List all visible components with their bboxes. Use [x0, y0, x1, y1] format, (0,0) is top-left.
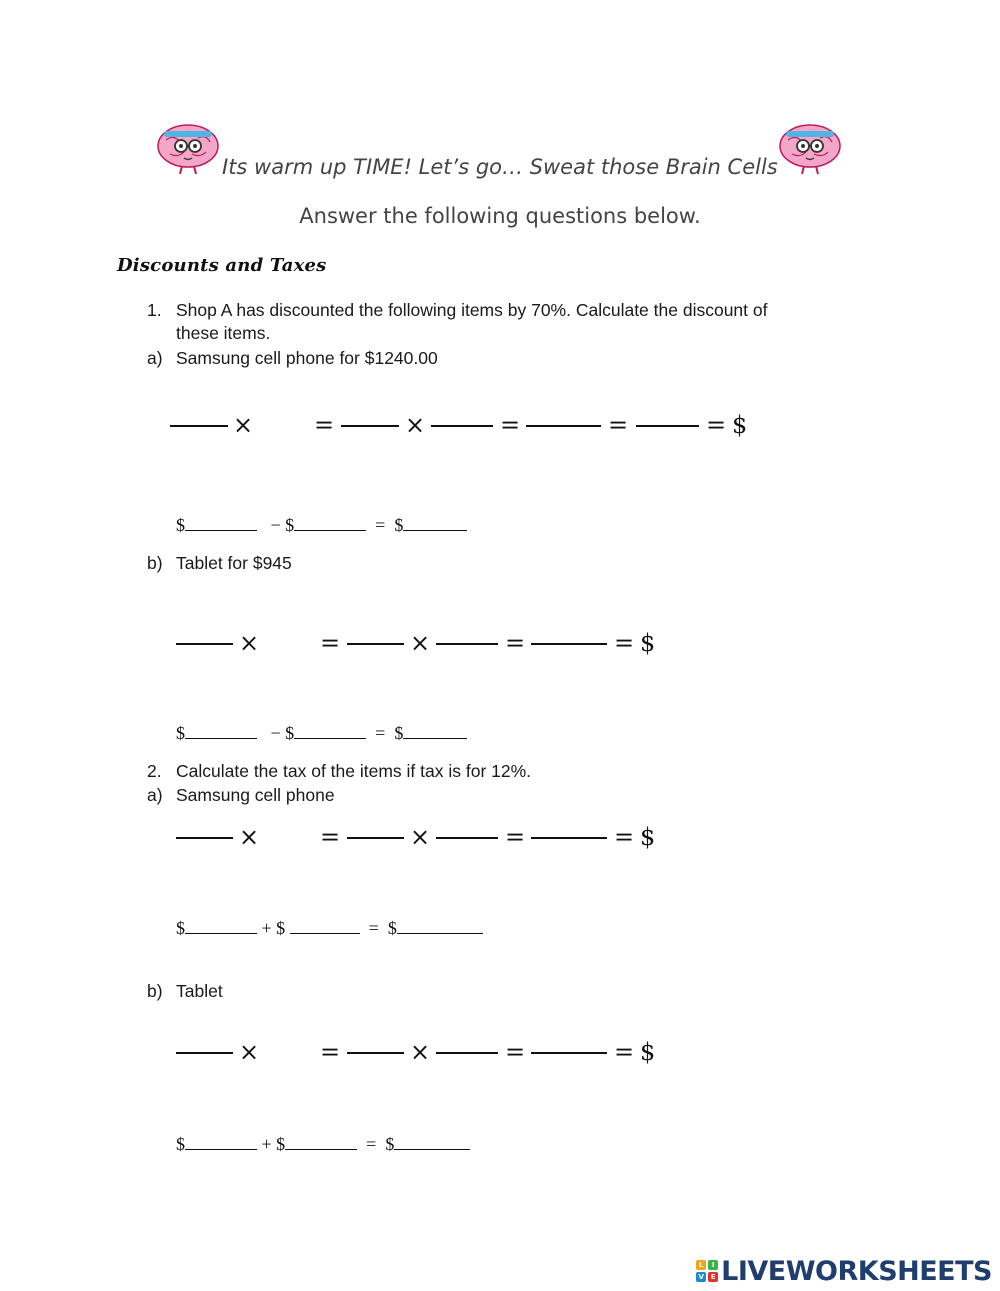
discount-answer-line: $ − $ = $ [176, 515, 467, 536]
instruction-heading: Answer the following questions below. [299, 204, 701, 228]
logo-tile: V [696, 1272, 706, 1282]
answer-blank[interactable] [185, 516, 257, 531]
fraction-bar [531, 1052, 607, 1054]
times-sign: × [410, 629, 431, 657]
fraction-bar [176, 837, 233, 839]
answer-blank[interactable] [394, 1135, 470, 1150]
question-2a-label: Samsung cell phone [176, 785, 335, 805]
dollar-sign: $ [732, 411, 748, 439]
fraction-bar [176, 1052, 233, 1054]
answer-blank[interactable] [185, 1135, 257, 1150]
question-2-number: 2. [147, 761, 162, 781]
question-1b-marker: b) [147, 553, 163, 573]
liveworksheets-logo [696, 1254, 992, 1288]
warmup-heading: Its warm up TIME! Let’s go… Sweat those Brain Cells [222, 155, 778, 179]
logo-tile: I [708, 1260, 718, 1270]
fraction-bar [436, 643, 498, 645]
fraction-bar [341, 425, 399, 427]
question-1-number: 1. [147, 300, 162, 320]
brain-mascot-icon [778, 120, 842, 180]
question-1a-label: Samsung cell phone for $1240.00 [176, 348, 438, 368]
times-sign: × [405, 411, 426, 439]
answer-blank[interactable] [294, 516, 366, 531]
fraction-bar [531, 643, 607, 645]
fraction-bar [347, 837, 404, 839]
logo-mark-icon [696, 1260, 718, 1282]
equals-sign: = [320, 1038, 341, 1066]
brain-mascot-icon [156, 120, 220, 180]
fraction-bar [526, 425, 601, 427]
equals-sign: = [500, 411, 521, 439]
times-sign: × [410, 1038, 431, 1066]
logo-tile: E [708, 1272, 718, 1282]
question-2b-label: Tablet [176, 981, 223, 1001]
equals-sign: = [505, 1038, 526, 1066]
answer-blank[interactable] [185, 919, 257, 934]
dollar-sign: $ [640, 823, 656, 851]
times-sign: × [410, 823, 431, 851]
times-sign: × [239, 823, 260, 851]
answer-blank[interactable] [285, 1135, 357, 1150]
fraction-bar [436, 837, 498, 839]
times-sign: × [239, 1038, 260, 1066]
equals-sign: = [614, 1038, 635, 1066]
question-1-text: Shop A has discounted the following items by 70%. Calculate the discount of [176, 300, 768, 320]
question-2b-marker: b) [147, 981, 163, 1001]
answer-blank[interactable] [185, 724, 257, 739]
equals-sign: = [614, 629, 635, 657]
tax-answer-line: $ + $ = $ [176, 1134, 470, 1155]
section-title: Discounts and Taxes [117, 255, 327, 276]
answer-blank[interactable] [403, 724, 467, 739]
answer-blank[interactable] [290, 919, 360, 934]
fraction-bar [636, 425, 699, 427]
times-sign: × [233, 411, 254, 439]
question-1b-label: Tablet for $945 [176, 553, 292, 573]
equals-sign: = [706, 411, 727, 439]
equals-sign: = [505, 823, 526, 851]
fraction-bar [170, 425, 228, 427]
fraction-bar [176, 643, 233, 645]
discount-answer-line: $ − $ = $ [176, 723, 467, 744]
fraction-bar [436, 1052, 498, 1054]
question-2-text: Calculate the tax of the items if tax is for 12%. [176, 761, 532, 781]
dollar-sign: $ [640, 1038, 656, 1066]
fraction-equation-row [0, 628, 1000, 658]
equals-sign: = [505, 629, 526, 657]
question-1a-marker: a) [147, 348, 163, 368]
fraction-bar [531, 837, 607, 839]
answer-blank[interactable] [397, 919, 483, 934]
fraction-equation-row [0, 410, 1000, 440]
fraction-bar [347, 643, 404, 645]
tax-answer-line: $ + $ = $ [176, 918, 483, 939]
answer-blank[interactable] [403, 516, 467, 531]
logo-tile: L [696, 1260, 706, 1270]
question-2a-marker: a) [147, 785, 163, 805]
fraction-equation-row [0, 1037, 1000, 1067]
equals-sign: = [320, 823, 341, 851]
fraction-bar [347, 1052, 404, 1054]
fraction-bar [431, 425, 493, 427]
logo-text: LIVEWORKSHEETS [721, 1255, 992, 1287]
answer-blank[interactable] [294, 724, 366, 739]
equals-sign: = [614, 823, 635, 851]
fraction-equation-row [0, 822, 1000, 852]
equals-sign: = [314, 411, 335, 439]
equals-sign: = [320, 629, 341, 657]
equals-sign: = [608, 411, 629, 439]
question-1-text-cont: these items. [176, 323, 271, 343]
dollar-sign: $ [640, 629, 656, 657]
times-sign: × [239, 629, 260, 657]
